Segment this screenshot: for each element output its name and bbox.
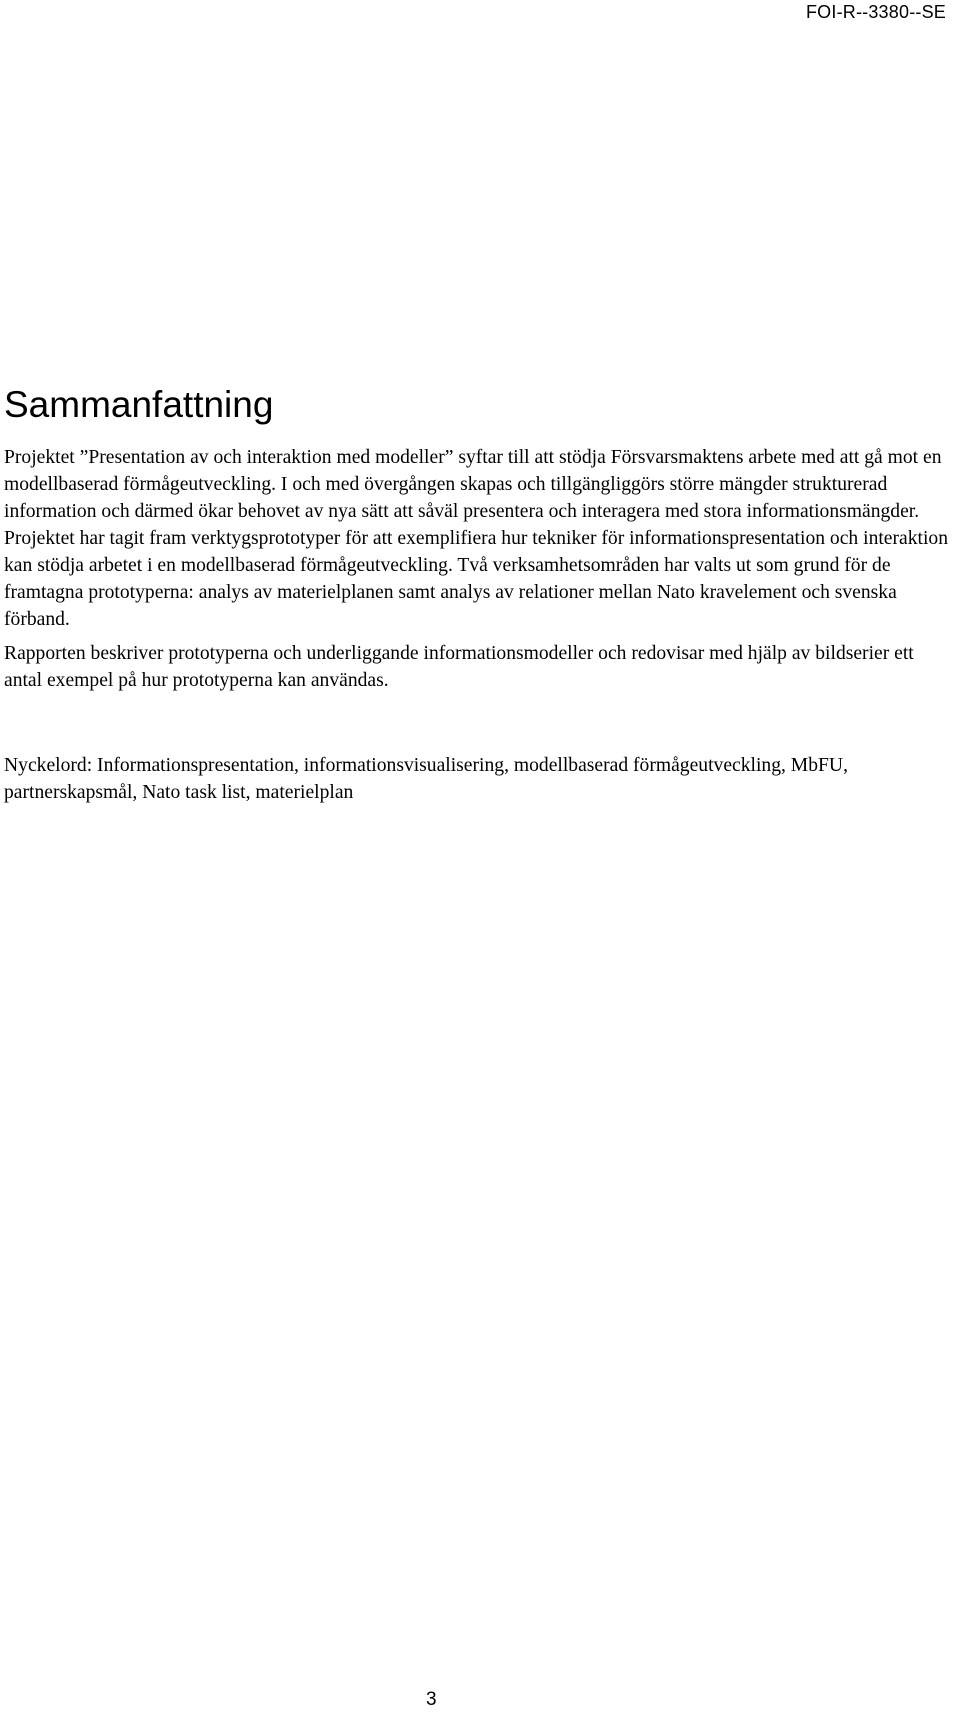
summary-paragraph-1: Projektet ”Presentation av och interaktion med modeller” syftar till att stödja Försvarsmaktens arbete med att gå mot en modellbaserad förmågeutveckling. I och med övergången skapas och tillgängliggörs större mängder strukturerad information och därmed ökar behovet av nya sätt att såväl presentera och interagera med stora informationsmängder. Projektet har tagit fram verktygsprototyper för att exemplifiera hur tekniker för informationspresentation och interaktion kan stödja arbetet i en modellbaserad förmågeutveckling. Två verksamhetsområden har valts ut som grund för de framtagna prototyperna: analys av materielplanen samt analys av relationer mellan Nato kravelement och svenska förband. bbox=[4, 447, 949, 630]
page-number: 3 bbox=[426, 1689, 437, 1710]
report-id: FOI-R--3380--SE bbox=[805, 2, 946, 22]
summary-section bbox=[4, 383, 954, 806]
keywords: Nyckelord: Informationspresentation, informationsvisualisering, modellbaserad förmågeutveckling, MbFU, partnerskapsmål, Nato task list, materielplan bbox=[4, 755, 848, 803]
page-title: Sammanfattning bbox=[4, 384, 274, 425]
summary-paragraph-2: Rapporten beskriver prototyperna och underliggande informationsmodeller och redovisar med hjälp av bildserier ett antal exempel på hur prototyperna kan användas. bbox=[4, 643, 914, 691]
